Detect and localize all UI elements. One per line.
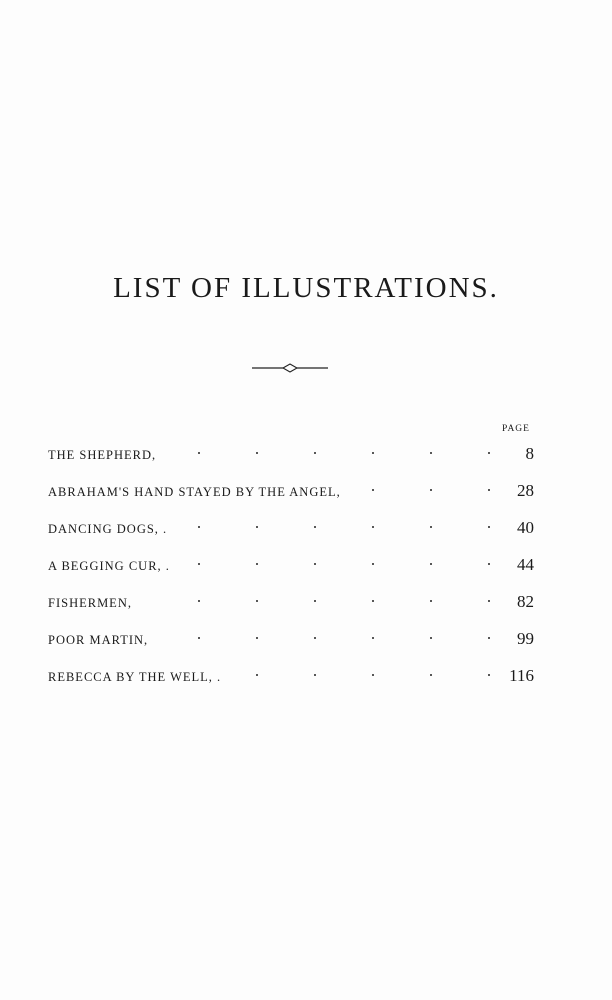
- list-item: [48, 437, 534, 474]
- illustration-page-number: 99: [517, 629, 534, 648]
- list-item: [48, 622, 534, 659]
- ornament-divider: [250, 362, 330, 374]
- leader-dot: [198, 637, 200, 639]
- leader-dot: [488, 489, 490, 491]
- leader-dot: [372, 452, 374, 454]
- dot-leader: [162, 437, 498, 459]
- illustration-title: A BEGGING CUR, .: [48, 559, 170, 573]
- illustration-title: POOR MARTIN,: [48, 633, 149, 647]
- leader-dot: [488, 452, 490, 454]
- list-item: [48, 474, 534, 511]
- illustration-title: DANCING DOGS, .: [48, 522, 168, 536]
- illustration-title: ABRAHAM'S HAND STAYED BY THE ANGEL,: [48, 485, 341, 499]
- leader-dot: [372, 563, 374, 565]
- illustration-title: FISHERMEN,: [48, 596, 132, 610]
- leader-dot: [372, 637, 374, 639]
- illustration-page-number: 116: [509, 666, 534, 685]
- dot-leader: [154, 622, 498, 644]
- leader-dot: [488, 637, 490, 639]
- leader-dot: [430, 674, 432, 676]
- illustration-page-number: 28: [517, 481, 534, 500]
- leader-dot: [372, 600, 374, 602]
- leader-dot: [256, 526, 258, 528]
- leader-dot: [488, 674, 490, 676]
- leader-dot: [256, 674, 258, 676]
- illustration-page-number: 40: [517, 518, 534, 537]
- dot-leader: [347, 474, 498, 496]
- leader-dot: [198, 452, 200, 454]
- leader-dot: [430, 526, 432, 528]
- leader-dot: [314, 600, 316, 602]
- leader-dot: [372, 674, 374, 676]
- illustration-title: REBECCA BY THE WELL, .: [48, 670, 222, 684]
- leader-dot: [488, 526, 490, 528]
- leader-dot: [488, 600, 490, 602]
- leader-dot: [198, 563, 200, 565]
- list-item: [48, 548, 534, 585]
- dot-leader: [227, 659, 498, 681]
- list-item: [48, 659, 534, 696]
- leader-dot: [198, 600, 200, 602]
- leader-dot: [256, 452, 258, 454]
- leader-dot: [314, 563, 316, 565]
- illustration-page-number: 8: [525, 444, 534, 463]
- illustration-page-number: 82: [517, 592, 534, 611]
- illustration-page-number: 44: [517, 555, 534, 574]
- leader-dot: [430, 637, 432, 639]
- leader-dot: [314, 452, 316, 454]
- list-item: [48, 511, 534, 548]
- leader-dot: [256, 600, 258, 602]
- leader-dot: [430, 563, 432, 565]
- leader-dot: [372, 526, 374, 528]
- illustration-title: THE SHEPHERD,: [48, 448, 157, 462]
- leader-dot: [430, 600, 432, 602]
- page-column-header: PAGE: [502, 424, 530, 434]
- leader-dot: [256, 563, 258, 565]
- leader-dot: [198, 526, 200, 528]
- leader-dot: [372, 489, 374, 491]
- leader-dot: [314, 674, 316, 676]
- leader-dot: [430, 452, 432, 454]
- dot-leader: [176, 548, 498, 570]
- leader-dot: [430, 489, 432, 491]
- list-item: [48, 585, 534, 622]
- dot-leader: [173, 511, 498, 533]
- leader-dot: [314, 637, 316, 639]
- dot-leader: [138, 585, 498, 607]
- page-title: LIST OF ILLUSTRATIONS.: [113, 272, 499, 304]
- leader-dot: [488, 563, 490, 565]
- leader-dot: [314, 526, 316, 528]
- illustrations-list: [48, 437, 534, 696]
- leader-dot: [256, 637, 258, 639]
